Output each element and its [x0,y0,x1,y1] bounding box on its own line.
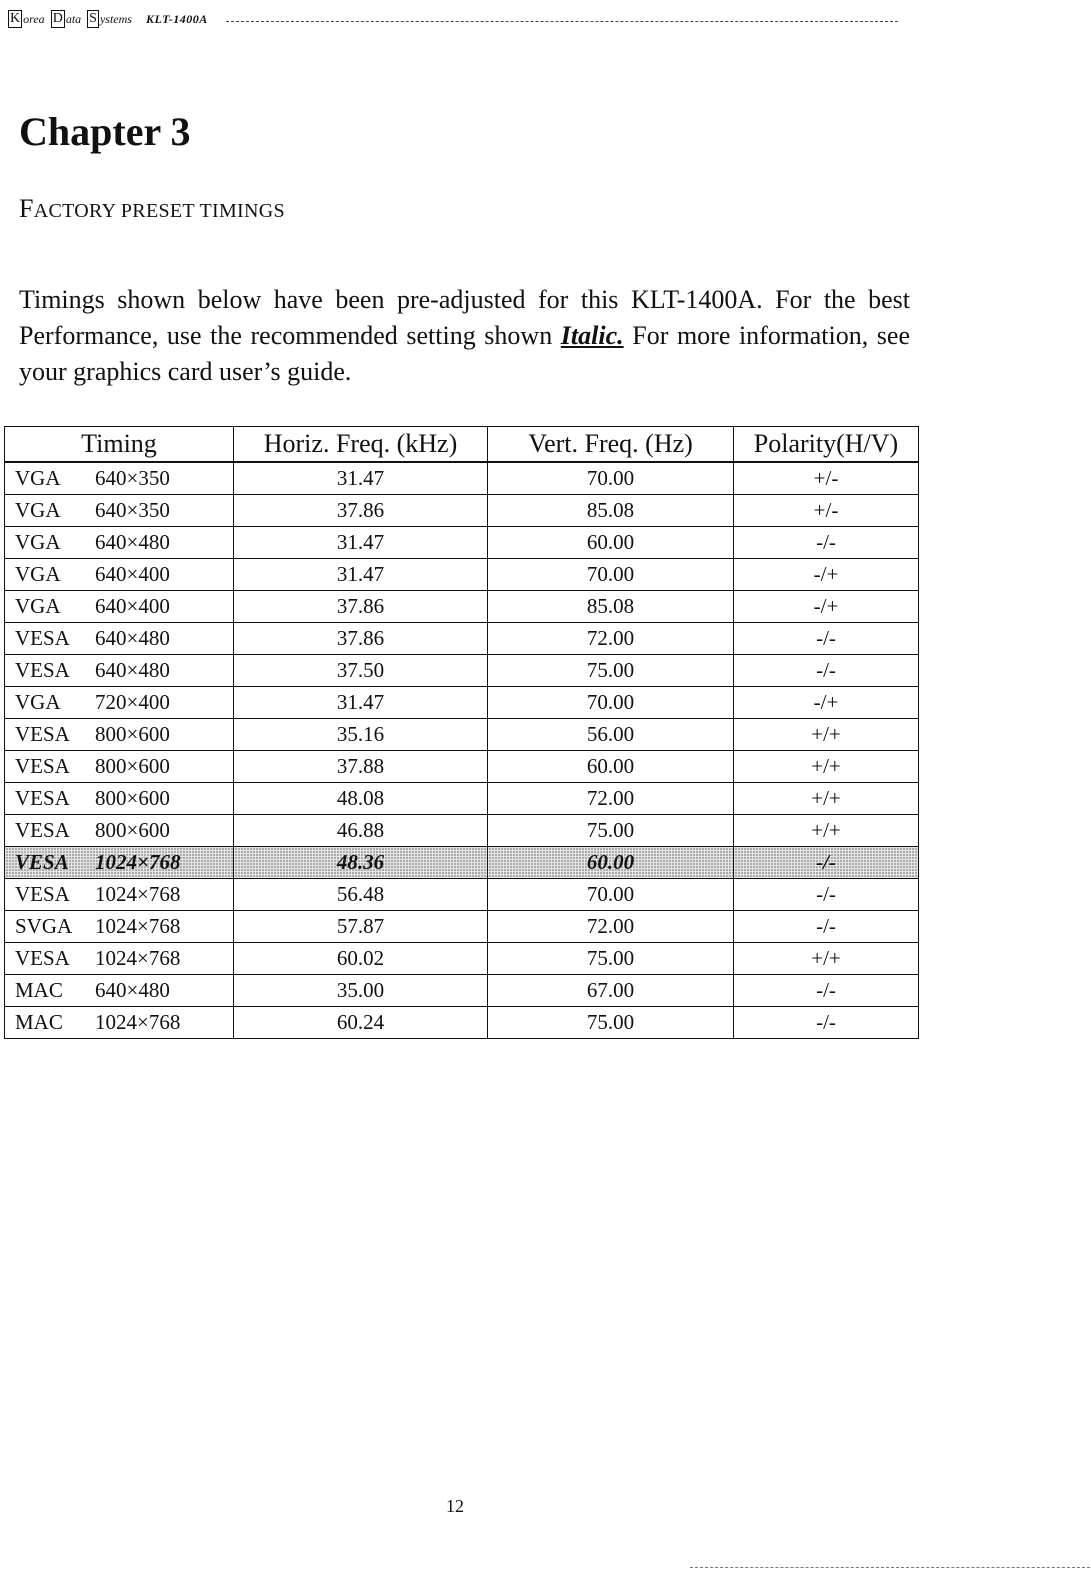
table-row [5,943,919,975]
horiz-freq-cell: 35.16 [234,719,488,751]
horiz-freq-cell: 31.47 [234,559,488,591]
timing-mode: VESA [15,850,69,874]
horiz-freq-cell: 37.86 [234,495,488,527]
table-row [5,719,919,751]
table-row [5,911,919,943]
horiz-freq-cell: 37.50 [234,655,488,687]
table-row [5,879,919,911]
vert-freq-cell: 60.00 [488,847,734,879]
timing-resolution: 640×480 [95,658,170,682]
header-word-systems: S ystems [89,11,132,26]
table-row [5,687,919,719]
table-row [5,655,919,687]
table-row [5,527,919,559]
header-model: KLT-1400A [145,11,208,26]
horiz-freq-cell: 57.87 [234,911,488,943]
timing-resolution: 800×600 [95,754,170,778]
header-horiz-freq: Horiz. Freq. (kHz) [234,427,488,463]
table-row [5,783,919,815]
vert-freq-cell: 75.00 [488,815,734,847]
table-row [5,815,919,847]
table-row [5,751,919,783]
vert-freq-cell: 56.00 [488,719,734,751]
table-header-row [5,427,919,463]
timing-resolution: 1024×768 [95,850,181,874]
page-number: 12 [446,1496,464,1516]
polarity-cell: +/+ [734,783,919,815]
polarity-cell: +/+ [734,719,919,751]
header-word-data: D ata [52,11,82,26]
polarity-cell: -/- [734,1007,919,1039]
table-row [5,559,919,591]
polarity-cell: -/- [734,527,919,559]
timing-resolution: 640×350 [95,466,170,490]
vert-freq-cell: 60.00 [488,527,734,559]
vert-freq-cell: 70.00 [488,687,734,719]
running-header [8,6,898,32]
header-polarity: Polarity(H/V) [734,427,919,463]
horiz-freq-cell: 60.24 [234,1007,488,1039]
timing-cell [5,943,234,975]
italic-emphasis: Italic. [560,321,624,350]
timing-resolution: 640×480 [95,978,170,1002]
polarity-cell: +/- [734,462,919,495]
timing-resolution: 640×400 [95,562,170,586]
timing-mode: VESA [15,882,70,906]
timing-mode: VGA [15,466,61,490]
section-title: FACTORY PRESET TIMINGS [19,194,285,223]
horiz-freq-cell: 56.48 [234,879,488,911]
timing-mode: VGA [15,562,61,586]
timing-mode: MAC [15,1010,63,1034]
table-row [5,462,919,495]
timing-mode: VESA [15,786,70,810]
timing-resolution: 640×480 [95,626,170,650]
timing-resolution: 640×400 [95,594,170,618]
timing-resolution: 640×350 [95,498,170,522]
table-row [5,1007,919,1039]
timing-mode: VGA [15,530,61,554]
vert-freq-cell: 70.00 [488,879,734,911]
timing-cell [5,815,234,847]
timing-mode: MAC [15,978,63,1002]
vert-freq-cell: 85.08 [488,495,734,527]
timing-cell [5,623,234,655]
table-row [5,975,919,1007]
timing-cell [5,719,234,751]
timing-cell [5,655,234,687]
vert-freq-cell: 60.00 [488,751,734,783]
vert-freq-cell: 67.00 [488,975,734,1007]
timing-resolution: 1024×768 [95,1010,181,1034]
polarity-cell: -/+ [734,591,919,623]
timing-mode: VESA [15,754,70,778]
preset-timings-table [4,426,919,1039]
timing-mode: VESA [15,626,70,650]
vert-freq-cell: 85.08 [488,591,734,623]
timing-resolution: 640×480 [95,530,170,554]
timing-cell [5,559,234,591]
chapter-title: Chapter 3 [19,109,191,154]
timing-resolution: 1024×768 [95,882,181,906]
vert-freq-cell: 75.00 [488,943,734,975]
table-body [5,462,919,1039]
horiz-freq-cell: 46.88 [234,815,488,847]
timing-mode: VESA [15,722,70,746]
polarity-cell: -/- [734,911,919,943]
intro-paragraph: Timings shown below have been pre-adjusted for this KLT-1400A. For the best Performance, use the recommended setting shown Italic. For more information, see your graphics card user’s guide. [19,285,910,386]
polarity-cell: -/- [734,975,919,1007]
header-rule [226,21,898,22]
vert-freq-cell: 70.00 [488,559,734,591]
horiz-freq-cell: 37.86 [234,623,488,655]
timing-resolution: 800×600 [95,786,170,810]
vert-freq-cell: 75.00 [488,655,734,687]
timing-cell [5,783,234,815]
timing-mode: VGA [15,594,61,618]
table-row-recommended [5,847,919,879]
timing-mode: VESA [15,658,70,682]
header-timing: Timing [5,427,234,463]
vert-freq-cell: 72.00 [488,911,734,943]
polarity-cell: -/+ [734,687,919,719]
timing-mode: VGA [15,690,61,714]
horiz-freq-cell: 37.86 [234,591,488,623]
timing-cell [5,462,234,495]
horiz-freq-cell: 31.47 [234,687,488,719]
polarity-cell: -/+ [734,559,919,591]
header-word-korea: K orea [10,11,45,26]
horiz-freq-cell: 48.08 [234,783,488,815]
polarity-cell: -/- [734,847,919,879]
horiz-freq-cell: 60.02 [234,943,488,975]
timing-cell [5,527,234,559]
polarity-cell: -/- [734,623,919,655]
timing-cell [5,975,234,1007]
horiz-freq-cell: 31.47 [234,527,488,559]
timing-mode: SVGA [15,914,73,938]
timing-mode: VESA [15,946,70,970]
timing-resolution: 1024×768 [95,946,181,970]
table-row [5,495,919,527]
timing-mode: VESA [15,818,70,842]
timing-cell [5,879,234,911]
timing-resolution: 800×600 [95,818,170,842]
vert-freq-cell: 70.00 [488,462,734,495]
header-vert-freq: Vert. Freq. (Hz) [488,427,734,463]
vert-freq-cell: 72.00 [488,623,734,655]
horiz-freq-cell: 31.47 [234,462,488,495]
timing-mode: VGA [15,498,61,522]
horiz-freq-cell: 48.36 [234,847,488,879]
polarity-cell: +/+ [734,751,919,783]
polarity-cell: +/- [734,495,919,527]
timing-cell [5,591,234,623]
timing-cell [5,1007,234,1039]
timing-cell [5,847,234,879]
timing-cell [5,911,234,943]
horiz-freq-cell: 35.00 [234,975,488,1007]
polarity-cell: +/+ [734,943,919,975]
timing-cell [5,495,234,527]
vert-freq-cell: 72.00 [488,783,734,815]
timing-cell [5,687,234,719]
table-row [5,623,919,655]
polarity-cell: -/- [734,655,919,687]
table-row [5,591,919,623]
timing-cell [5,751,234,783]
footer-rule [690,1567,1090,1568]
timing-resolution: 800×600 [95,722,170,746]
timing-resolution: 1024×768 [95,914,181,938]
polarity-cell: +/+ [734,815,919,847]
timing-resolution: 720×400 [95,690,170,714]
polarity-cell: -/- [734,879,919,911]
horiz-freq-cell: 37.88 [234,751,488,783]
vert-freq-cell: 75.00 [488,1007,734,1039]
